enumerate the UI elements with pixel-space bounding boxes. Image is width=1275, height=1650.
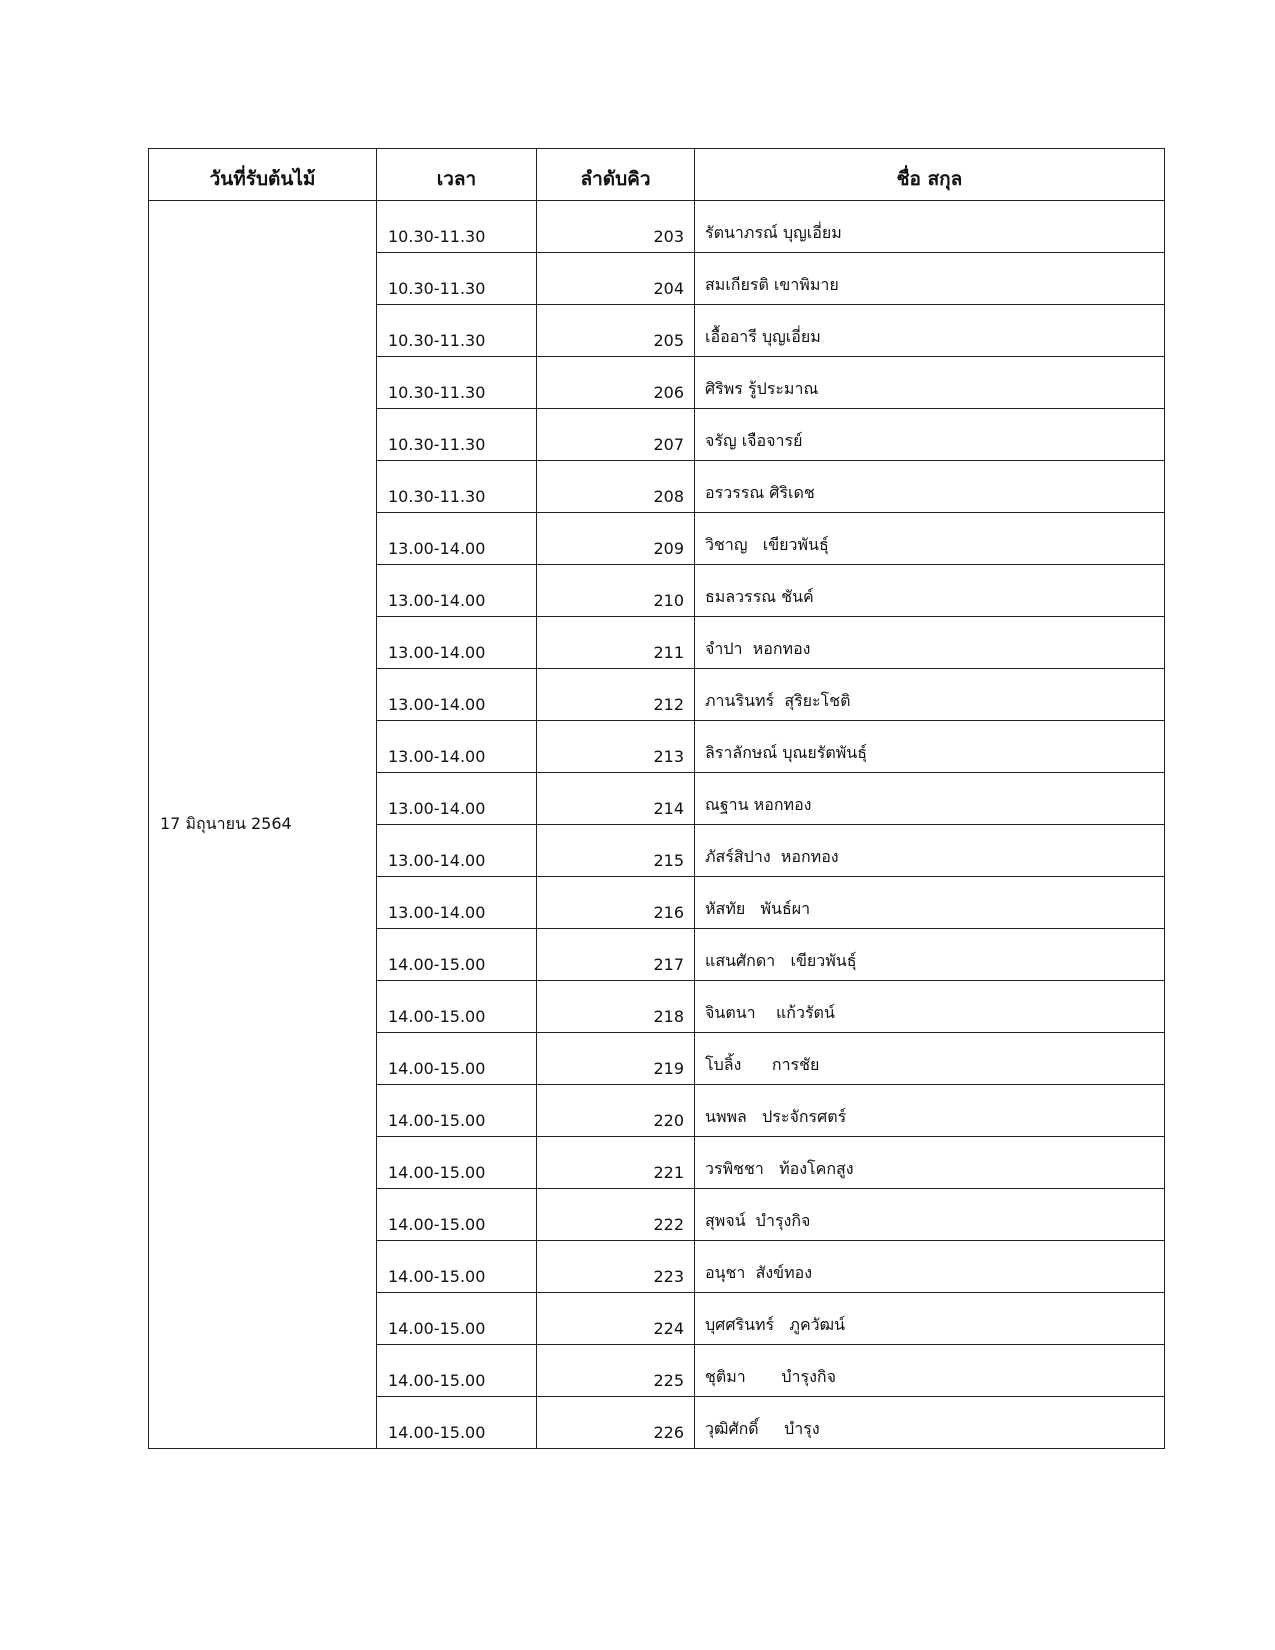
queue-cell: 222 (537, 1189, 695, 1241)
time-cell: 13.00-14.00 (377, 825, 537, 877)
time-cell: 14.00-15.00 (377, 1137, 537, 1189)
time-cell: 10.30-11.30 (377, 305, 537, 357)
time-cell: 13.00-14.00 (377, 565, 537, 617)
name-cell: ณฐาน หอกทอง (695, 773, 1165, 825)
time-cell: 10.30-11.30 (377, 461, 537, 513)
queue-cell: 223 (537, 1241, 695, 1293)
name-cell: จินตนา แก้วรัตน์ (695, 981, 1165, 1033)
queue-cell: 211 (537, 617, 695, 669)
name-cell: วิชาญ เขียวพันธุ์ (695, 513, 1165, 565)
name-cell: บุศศรินทร์ ภูควัฒน์ (695, 1293, 1165, 1345)
queue-cell: 218 (537, 981, 695, 1033)
header-row (149, 149, 1165, 201)
queue-cell: 217 (537, 929, 695, 981)
time-cell: 13.00-14.00 (377, 721, 537, 773)
queue-cell: 215 (537, 825, 695, 877)
name-cell: ภานรินทร์ สุริยะโชติ (695, 669, 1165, 721)
time-cell: 14.00-15.00 (377, 1345, 537, 1397)
time-cell: 10.30-11.30 (377, 253, 537, 305)
name-cell: สมเกียรติ เขาพิมาย (695, 253, 1165, 305)
time-cell: 14.00-15.00 (377, 1397, 537, 1449)
queue-cell: 219 (537, 1033, 695, 1085)
time-cell: 14.00-15.00 (377, 929, 537, 981)
time-cell: 14.00-15.00 (377, 1085, 537, 1137)
time-cell: 10.30-11.30 (377, 201, 537, 253)
time-cell: 13.00-14.00 (377, 513, 537, 565)
name-cell: โบลิ้ง การชัย (695, 1033, 1165, 1085)
name-cell: ชุติมา บำรุงกิจ (695, 1345, 1165, 1397)
queue-cell: 203 (537, 201, 695, 253)
queue-cell: 225 (537, 1345, 695, 1397)
name-cell: วุฒิศักดิ์ บำรุง (695, 1397, 1165, 1449)
name-cell: จรัญ เจือจารย์ (695, 409, 1165, 461)
name-cell: เอื้ออารี บุญเอี่ยม (695, 305, 1165, 357)
queue-cell: 207 (537, 409, 695, 461)
name-cell: หัสทัย พันธ์ผา (695, 877, 1165, 929)
queue-cell: 226 (537, 1397, 695, 1449)
queue-cell: 220 (537, 1085, 695, 1137)
name-cell: อนุชา สังข์ทอง (695, 1241, 1165, 1293)
name-cell: วรพิชชา ท้องโคกสูง (695, 1137, 1165, 1189)
queue-cell: 205 (537, 305, 695, 357)
header-queue: ลำดับคิว (537, 149, 695, 201)
queue-cell: 216 (537, 877, 695, 929)
queue-cell: 213 (537, 721, 695, 773)
queue-cell: 208 (537, 461, 695, 513)
name-cell: อรวรรณ ศิริเดช (695, 461, 1165, 513)
queue-cell: 224 (537, 1293, 695, 1345)
date-cell: 17 มิถุนายน 2564 (149, 201, 377, 1449)
name-cell: ศิริพร รู้ประมาณ (695, 357, 1165, 409)
name-cell: จำปา หอกทอง (695, 617, 1165, 669)
time-cell: 10.30-11.30 (377, 409, 537, 461)
header-name: ชื่อ สกุล (695, 149, 1165, 201)
queue-table-body (149, 201, 1165, 1449)
time-cell: 13.00-14.00 (377, 669, 537, 721)
time-cell: 14.00-15.00 (377, 1033, 537, 1085)
time-cell: 14.00-15.00 (377, 1293, 537, 1345)
time-cell: 13.00-14.00 (377, 773, 537, 825)
table-row (149, 201, 1165, 253)
queue-cell: 221 (537, 1137, 695, 1189)
name-cell: รัตนาภรณ์ บุญเอี่ยม (695, 201, 1165, 253)
time-cell: 14.00-15.00 (377, 1189, 537, 1241)
time-cell: 10.30-11.30 (377, 357, 537, 409)
queue-cell: 206 (537, 357, 695, 409)
name-cell: ภัสร์สิปาง หอกทอง (695, 825, 1165, 877)
name-cell: ธมลวรรณ ชันค์ (695, 565, 1165, 617)
header-time: เวลา (377, 149, 537, 201)
queue-cell: 209 (537, 513, 695, 565)
name-cell: แสนศักดา เขียวพันธุ์ (695, 929, 1165, 981)
name-cell: ลิราลักษณ์ บุณยรัตพันธุ์ (695, 721, 1165, 773)
name-cell: นพพล ประจักรศตร์ (695, 1085, 1165, 1137)
time-cell: 14.00-15.00 (377, 1241, 537, 1293)
queue-cell: 204 (537, 253, 695, 305)
name-cell: สุพจน์ บำรุงกิจ (695, 1189, 1165, 1241)
time-cell: 14.00-15.00 (377, 981, 537, 1033)
header-date: วันที่รับต้นไม้ (149, 149, 377, 201)
time-cell: 13.00-14.00 (377, 877, 537, 929)
time-cell: 13.00-14.00 (377, 617, 537, 669)
queue-cell: 214 (537, 773, 695, 825)
queue-cell: 210 (537, 565, 695, 617)
queue-table (148, 148, 1165, 1449)
queue-cell: 212 (537, 669, 695, 721)
